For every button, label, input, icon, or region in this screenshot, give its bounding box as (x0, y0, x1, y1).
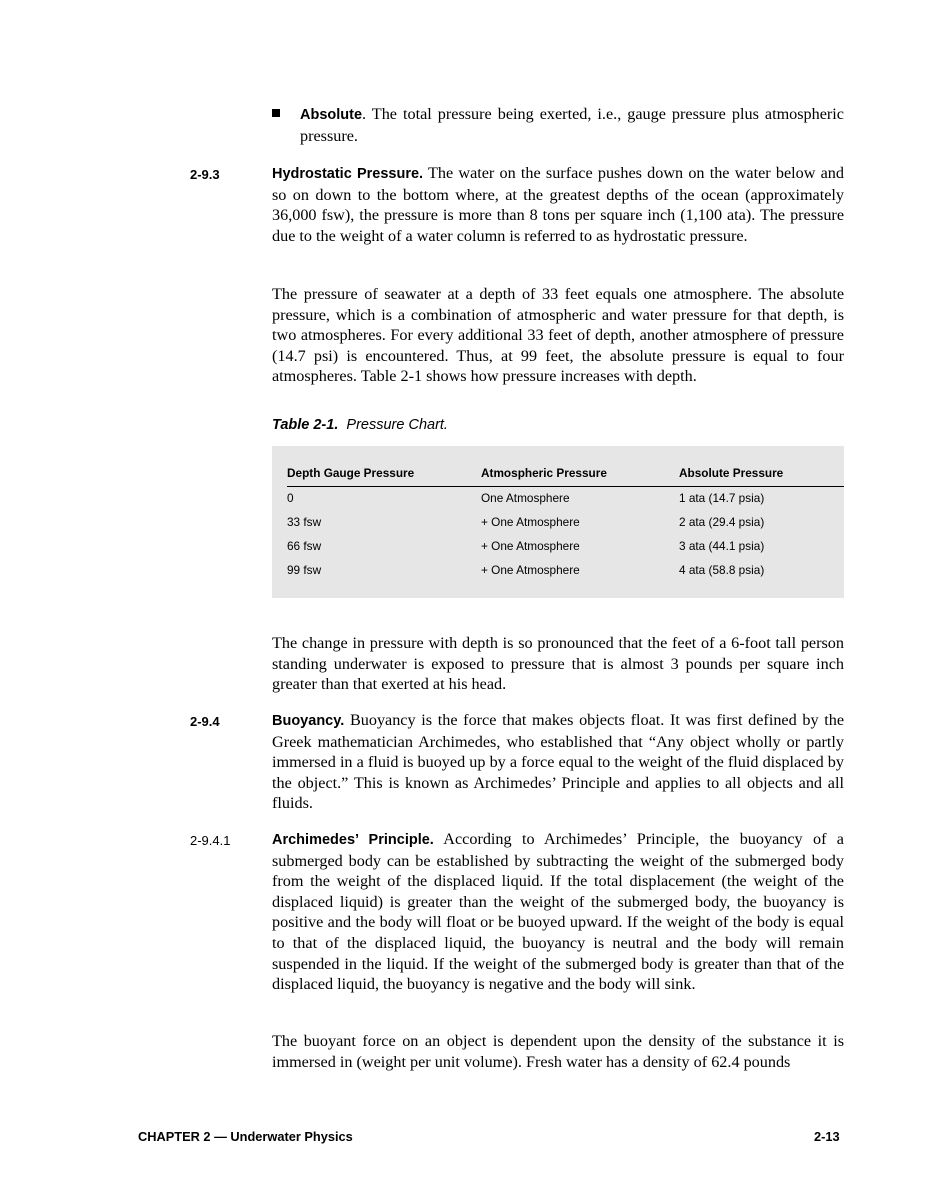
table-cell: 1 ata (14.7 psia) (679, 491, 765, 505)
hydrostatic-title: Hydrostatic Pressure. (272, 166, 424, 182)
bullet-term: Absolute (300, 107, 363, 123)
section-number-2-9-3: 2-9.3 (190, 167, 220, 182)
table-cell: + One Atmosphere (481, 515, 580, 529)
archimedes-title: Archimedes’ Principle. (272, 832, 434, 848)
table-caption (272, 417, 448, 433)
section-number-2-9-4: 2-9.4 (190, 714, 220, 729)
hydrostatic-paragraph-2: The pressure of seawater at a depth of 33 feet equals one atmosphere. The absolute pressure, which is a combination of atmospheric and water pressure for that depth, is two atmospheres. For every additional 33 feet of depth, another atmosphere of pressure (14.7 psi) is encountered. Thus, at 99 feet, the absolute pressure is equal to four atmospheres. Table 2-1 shows how pressure increases with depth. (272, 285, 844, 386)
buoyancy-text: Buoyancy is the force that makes objects float. It was first defined by the Greek mathematician Archimedes, who established that “Any object wholly or partly immersed in a fluid is buoyed up by a force equal to the weight of the fluid displaced by the object.” This is known as Archimedes’ Principle and applies to all objects and all fluids. (272, 711, 844, 813)
footer-chapter: CHAPTER 2 — Underwater Physics (138, 1129, 353, 1144)
table-row (287, 563, 844, 583)
table-row (287, 491, 844, 511)
table-cell: One Atmosphere (481, 491, 570, 505)
table-row (287, 515, 844, 535)
table-header-depth: Depth Gauge Pressure (287, 466, 415, 480)
archimedes-text: According to Archimedes’ Principle, the buoyancy of a submerged body can be established by subtracting the weight of the submerged body from the weight of the displaced liquid. If the total displacement (the weight of the displaced liquid) is greater than the weight of the submerged body, the buoyancy is positive and the body will float or be buoyed upward. If the weight of the body is equal to that of the displaced liquid, the buoyancy is neutral and the body will remain suspended in the liquid. If the weight of the submerged body is greater than that of the displaced liquid, the buoyancy is negative and the body will sink. (272, 830, 844, 994)
archimedes-paragraph (272, 829, 844, 995)
hydrostatic-text: The water on the surface pushes down on the water below and so on down to the bottom where, at the greatest depths of the ocean (approximately 36,000 fsw), the pressure is more than 8 tons per square inch (1,100 ata). The pressure due to the weight of a water column is referred to as hydrostatic pressure. (272, 164, 844, 245)
bullet-absolute (272, 104, 844, 147)
buoyancy-paragraph (272, 710, 844, 814)
square-bullet-icon (272, 109, 280, 117)
table-row (287, 539, 844, 559)
buoyancy-title: Buoyancy. (272, 713, 345, 729)
table-cell: 2 ata (29.4 psia) (679, 515, 765, 529)
table-cell: 3 ata (44.1 psia) (679, 539, 765, 553)
table-cell: 4 ata (58.8 psia) (679, 563, 765, 577)
table-cell: + One Atmosphere (481, 539, 580, 553)
pressure-change-paragraph: The change in pressure with depth is so pronounced that the feet of a 6-foot tall person standing underwater is exposed to pressure that is almost 3 pounds per square inch greater than that exerted at his head. (272, 634, 844, 694)
table-header-atmospheric: Atmospheric Pressure (481, 466, 607, 480)
table-cell: 99 fsw (287, 563, 322, 577)
section-number-2-9-4-1: 2-9.4.1 (190, 833, 231, 848)
hydrostatic-paragraph-1 (272, 163, 844, 246)
footer-page-number: 2-13 (814, 1129, 840, 1144)
table-cell: 0 (287, 491, 294, 505)
buoyant-force-paragraph: The buoyant force on an object is dependent upon the density of the substance it is immersed in (weight per unit volume). Fresh water has a density of 62.4 pounds (272, 1032, 844, 1071)
pressure-chart-table (272, 446, 844, 598)
table-caption-text: Pressure Chart. (346, 417, 448, 433)
table-header-absolute: Absolute Pressure (679, 466, 784, 480)
bullet-absolute-text (300, 104, 844, 147)
bullet-definition: . The total pressure being exerted, i.e., gauge pressure plus atmospheric pressure. (300, 105, 844, 145)
table-caption-label: Table 2-1. (272, 417, 339, 433)
table-cell: 66 fsw (287, 539, 322, 553)
table-cell: + One Atmosphere (481, 563, 580, 577)
table-cell: 33 fsw (287, 515, 322, 529)
table-header-row (287, 466, 844, 487)
